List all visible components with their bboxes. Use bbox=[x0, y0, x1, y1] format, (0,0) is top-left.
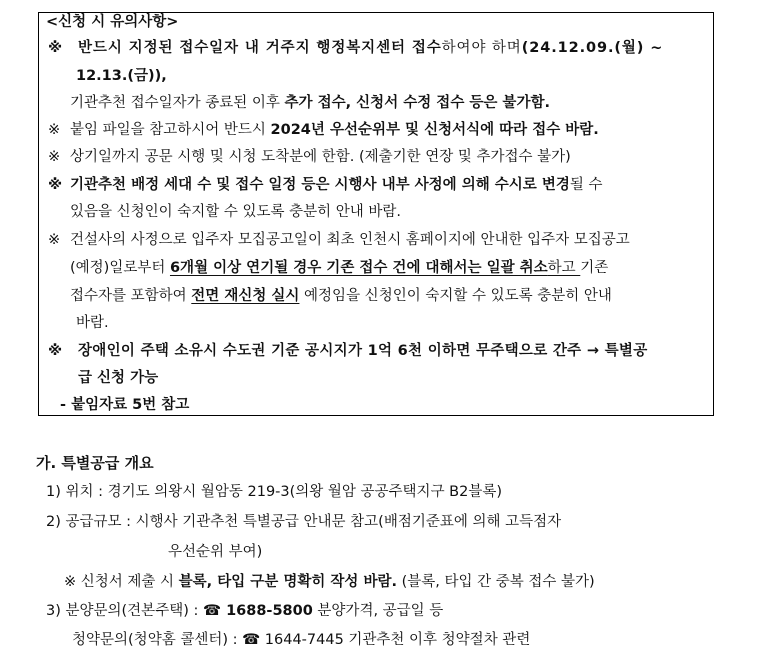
notice-4-mark: ※ bbox=[48, 177, 63, 193]
item-location: 1) 위치 : 경기도 의왕시 월암동 219-3(의왕 월암 공공주택지구 B2블록) bbox=[46, 484, 503, 500]
notice-4-line-2: 있음을 신청인이 숙지할 수 있도록 충분히 안내 바람. bbox=[70, 204, 402, 220]
item-supply-line-2: 우선순위 부여) bbox=[168, 544, 263, 560]
notice-5-line-1: 건설사의 사정으로 입주자 모집공고일이 최초 인천시 홈페이지에 안내한 입주자 모집공고 bbox=[70, 232, 630, 248]
notice-1-mark: ※ bbox=[48, 40, 63, 56]
notice-1-line-2: 12.13.(금)), bbox=[76, 68, 167, 84]
item-contact-line-1: 3) 분양문의(견본주택) : ☎ 1688-5800 분양가격, 공급일 등 bbox=[46, 603, 444, 619]
notice-5-mark: ※ bbox=[48, 232, 61, 248]
notice-4-line-1: 기관추천 배정 세대 수 및 접수 일정 등은 시행사 내부 사정에 의해 수시로 변경될 수 bbox=[70, 177, 603, 193]
notice-2-mark: ※ bbox=[48, 122, 61, 138]
notice-6-line-2: 급 신청 가능 bbox=[78, 370, 159, 386]
notice-6-mark: ※ bbox=[48, 343, 63, 359]
notice-5-line-4: 바람. bbox=[76, 315, 109, 331]
notice-6-line-3: - 붙임자료 5번 참고 bbox=[60, 397, 190, 413]
notice-5-line-3: 접수자를 포함하여 전면 재신청 실시 예정임을 신청인이 숙지할 수 있도록 충분히 안내 bbox=[70, 288, 612, 304]
notice-3: 상기일까지 공문 시행 및 시청 도착분에 한함. (제출기한 연장 및 추가접수 불가) bbox=[70, 149, 571, 165]
item-supply-line-1: 2) 공급규모 : 시행사 기관추천 특별공급 안내문 참고(배점기준표에 의해 고득점자 bbox=[46, 514, 562, 530]
notice-1-line-3: 기관추천 접수일자가 종료된 이후 추가 접수, 신청서 수정 접수 등은 불가함. bbox=[70, 95, 550, 111]
notice-6-line-1: 장애인이 주택 소유시 수도권 기준 공시지가 1억 6천 이하면 무주택으로 간주 → 특별공 bbox=[78, 343, 648, 359]
item-contact-line-2: 청약문의(청약홈 콜센터) : ☎ 1644-7445 기관추천 이후 청약절차 관련 bbox=[72, 632, 531, 648]
notice-2: 붙임 파일을 참고하시어 반드시 2024년 우선순위부 및 신청서식에 따라 접수 바람. bbox=[70, 122, 599, 138]
notice-heading: <신청 시 유의사항> bbox=[46, 14, 179, 30]
section-title: 가. 특별공급 개요 bbox=[36, 454, 154, 472]
notice-1-line-1: 반드시 지정된 접수일자 내 거주지 행정복지센터 접수하여야 하며(24.12.09.(월) ~ bbox=[78, 40, 664, 56]
notice-5-line-2: (예정)일로부터 6개월 이상 연기될 경우 기존 접수 건에 대해서는 일괄 취소하고 기존 bbox=[70, 260, 609, 276]
item-supply-note: ※ 신청서 제출 시 블록, 타입 구분 명확히 작성 바람. (블록, 타입 간 중복 접수 불가) bbox=[64, 574, 595, 590]
notice-3-mark: ※ bbox=[48, 149, 61, 165]
